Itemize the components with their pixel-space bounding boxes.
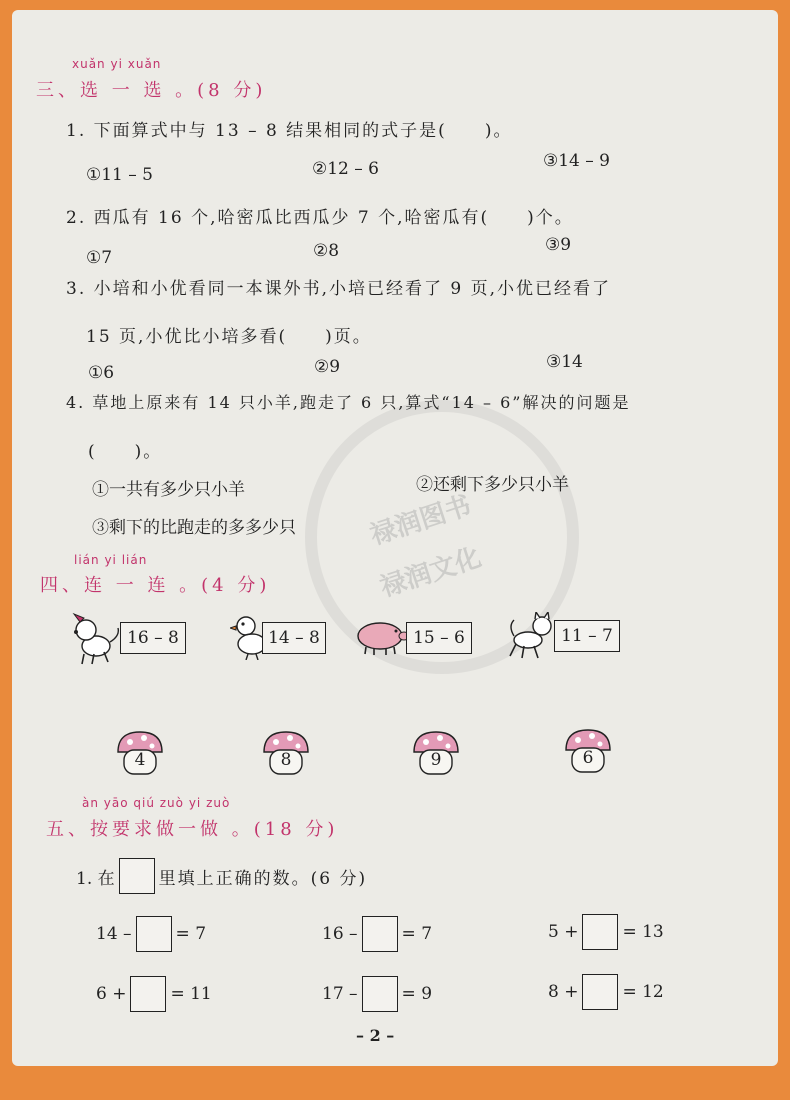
s5-q1-instruction (76, 858, 367, 894)
q3-line2: 15 页,小优比小培多看( )页。 (86, 327, 372, 347)
equation-6 (548, 974, 664, 1010)
q1-option-1: ①11 – 5 (86, 165, 153, 185)
q2-option-1: ①7 (86, 248, 113, 268)
pig-icon (352, 616, 412, 656)
eq5-right: = 9 (401, 984, 433, 1004)
q2-option-2: ②8 (313, 241, 340, 261)
q1-option-3: ③14 – 9 (543, 151, 610, 171)
q1-text: 1. 下面算式中与 13 – 8 结果相同的式子是( )。 (66, 121, 513, 141)
watermark-text-2: 禄润文化 (376, 542, 485, 604)
eq3-left: 5 + (548, 922, 579, 942)
answer-box-2[interactable] (362, 916, 398, 952)
section4-pinyin: lián yi lián (74, 553, 148, 567)
q4-option-3: ③剩下的比跑走的多多少只 (92, 518, 296, 538)
cat-icon (508, 612, 556, 660)
eq3-right: = 13 (622, 922, 664, 942)
q3-option-1: ①6 (88, 363, 115, 383)
expression-card-3: 15 – 6 (406, 622, 472, 654)
answer-box-6[interactable] (582, 974, 618, 1010)
q4-option-2: ②还剩下多少只小羊 (416, 475, 569, 495)
mushroom-number-3: 9 (430, 750, 442, 770)
q4-option-1: ①一共有多少只小羊 (92, 480, 245, 500)
mushroom-4 (562, 728, 614, 778)
expression-card-2: 14 – 8 (262, 622, 326, 654)
page-number: – 2 – (356, 1026, 395, 1045)
mushroom-2 (260, 730, 312, 780)
q2-option-3: ③9 (545, 235, 572, 255)
equation-1 (96, 916, 206, 952)
q3-option-2: ②9 (314, 357, 341, 377)
eq1-left: 14 – (96, 924, 132, 944)
answer-box-5[interactable] (362, 976, 398, 1012)
eq2-left: 16 – (322, 924, 358, 944)
q4-line1: 4. 草地上原来有 14 只小羊,跑走了 6 只,算式“14 – 6”解决的问题是 (66, 393, 631, 412)
q3-line1: 3. 小培和小优看同一本课外书,小培已经看了 9 页,小优已经看了 (66, 279, 612, 299)
section5-pinyin: àn yāo qiú zuò yi zuò (82, 796, 231, 810)
eq5-left: 17 – (322, 984, 358, 1004)
q1-option-2: ②12 – 6 (312, 159, 379, 179)
section4-title: 四、连 一 连 。(4 分) (40, 575, 271, 596)
mushroom-number-4: 6 (582, 748, 594, 768)
answer-box-3[interactable] (582, 914, 618, 950)
q4-line2: ( )。 (88, 442, 163, 462)
mushroom-number-2: 8 (280, 750, 292, 770)
dog-icon (70, 610, 122, 666)
eq6-right: = 12 (622, 982, 664, 1002)
eq4-right: = 11 (170, 984, 212, 1004)
equation-4 (96, 976, 212, 1012)
eq1-right: = 7 (175, 924, 207, 944)
mushroom-3 (410, 730, 462, 780)
expression-card-4: 11 – 7 (554, 620, 620, 652)
eq4-left: 6 + (96, 984, 127, 1004)
answer-box-1[interactable] (136, 916, 172, 952)
section3-title: 三、选 一 选 。(8 分) (36, 80, 267, 101)
watermark-text-1: 禄润图书 (366, 490, 475, 552)
mushroom-number-1: 4 (134, 750, 146, 770)
mushroom-1 (114, 730, 166, 780)
equation-5 (322, 976, 432, 1012)
section3-pinyin: xuǎn yi xuǎn (72, 57, 162, 71)
answer-box-4[interactable] (130, 976, 166, 1012)
s5-q1-suffix: 里填上正确的数。(6 分) (158, 868, 368, 889)
s5-q1-prefix: 1. 在 (76, 868, 115, 889)
q3-option-3: ③14 (546, 352, 583, 372)
eq2-right: = 7 (401, 924, 433, 944)
answer-box-example (119, 858, 155, 894)
expression-card-1: 16 – 8 (120, 622, 186, 654)
q2-text: 2. 西瓜有 16 个,哈密瓜比西瓜少 7 个,哈密瓜有( )个。 (66, 208, 574, 228)
eq6-left: 8 + (548, 982, 579, 1002)
equation-2 (322, 916, 432, 952)
section5-title: 五、按要求做一做 。(18 分) (46, 819, 339, 840)
equation-3 (548, 914, 664, 950)
